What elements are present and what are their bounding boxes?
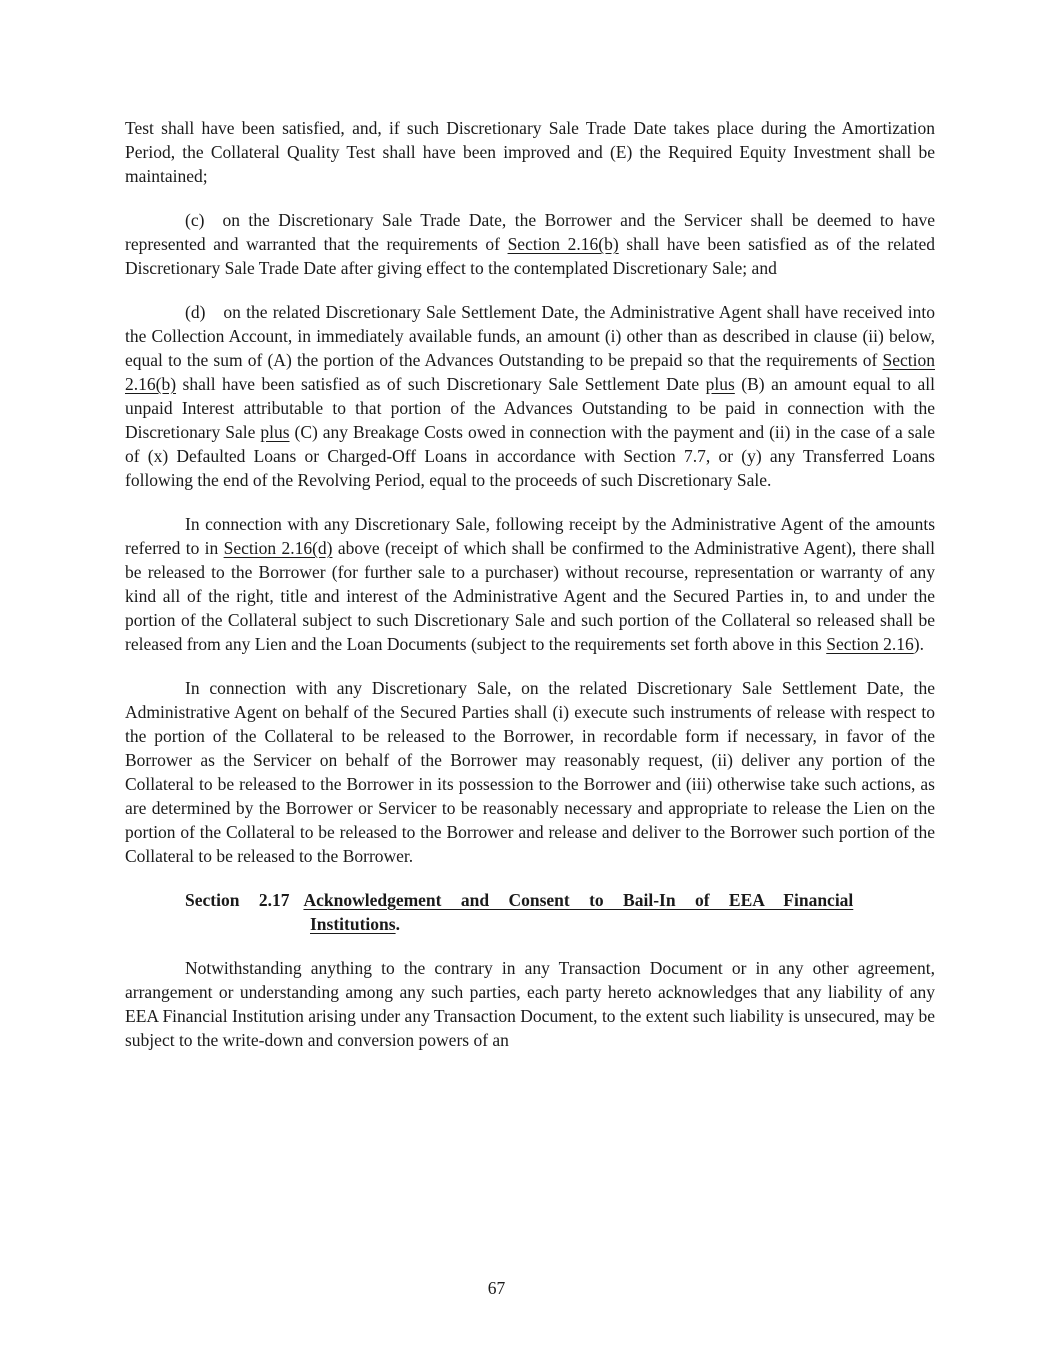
text-run: ). [913,634,924,654]
text-run: . [395,914,400,934]
text-run: on the related Discretionary Sale Settlement Date, the Administrative Agent shall have received into the Collection Account, in immediately available funds, an amount (i) other than as described in clause (ii) below, equal to the sum of (A) the portion of the Advances Outstanding to be prepaid so that the requirements of [125,302,935,370]
clause-d [125,300,935,492]
section-reference: Section 2.16 [826,634,914,654]
defined-term-plus: plus [705,374,735,394]
text-run: In connection with any Discretionary Sale, on the related Discretionary Sale Settlement Date, the Administrative Agent on behalf of the Secured Parties shall (i) execute such instruments of release with respect to the portion of the Collateral to be released to the Borrower, in recordable form if necessary, in favor of the Borrower as the Servicer on behalf of the Borrower may reasonably request, (ii) deliver any portion of the Collateral to be released to the Borrower in its possession to the Borrower and (iii) otherwise take such actions, as are determined by the Borrower or Servicer to be reasonably necessary and appropriate to release the Lien on the portion of the Collateral to be released to the Borrower and release and deliver to the Borrower such portion of the Collateral to be released to the Borrower. [125,678,935,866]
paragraph-instruments-of-release [125,676,935,868]
text-run: In connection with any Discretionary Sale, following receipt by the Administrative Agent of the amounts referred to in [125,514,935,558]
clause-c [125,208,935,280]
clause-label-c: (c) [185,210,205,230]
text-run: above (receipt of which shall be confirmed to the Administrative Agent), there shall be released to the Borrower (for further sale to a purchaser) without recourse, representation or warranty of any kind all of the right, title and interest of the Administrative Agent and the Secured Parties in, to and under the portion of the Collateral subject to such Discretionary Sale and such portion of the Collateral so released shall be released from any Lien and the Loan Documents (subject to the requirements set forth above in this [125,538,935,654]
paragraph-bail-in-acknowledgement [125,956,935,1052]
text-run: on the Discretionary Sale Trade Date, the Borrower and the Servicer shall be deemed to have represented and warranted that the requirements of [125,210,935,254]
text-run: Test shall have been satisfied, and, if such Discretionary Sale Trade Date takes place during the Amortization Period, the Collateral Quality Test shall have been improved and (E) the Required Equity Investment shall be maintained; [125,118,935,186]
document-body [125,116,935,1072]
section-reference: Section 2.16(d) [223,538,333,558]
defined-term-plus: plus [260,422,290,442]
text-run: (C) any Breakage Costs owed in connection with the payment and (ii) in the case of a sale of (x) Defaulted Loans or Charged-Off Loans in accordance with Section 7.7, or (y) any Transferred Loans following the end of the Revolving Period, equal to the proceeds of such Discretionary Sale. [125,422,935,490]
text-run: shall have been satisfied as of such Discretionary Sale Settlement Date [176,374,706,394]
page-number: 67 [487,1278,506,1298]
clause-label-d: (d) [185,302,206,322]
section-heading-title-line1: Acknowledgement and Consent to Bail-In of EEA Financial [303,890,854,910]
paragraph-continuation [125,116,935,188]
text-run: shall have been satisfied as of the related Discretionary Sale Trade Date after giving effect to the contemplated Discretionary Sale; and [125,234,935,278]
text-run: (B) an amount equal to all unpaid Interest attributable to that portion of the Advances Outstanding to be paid in connection with the Discretionary Sale [125,374,935,442]
section-heading-title-line2: Institutions [310,914,396,934]
section-reference: Section 2.16(b) [507,234,619,254]
paragraph-release-of-collateral [125,512,935,656]
section-heading-number: Section 2.17 [185,890,290,910]
heading-section-2-17 [185,888,935,936]
section-reference: Section 2.16(b) [125,350,935,394]
text-run: Notwithstanding anything to the contrary in any Transaction Document or in any other agreement, arrangement or understanding among any such parties, each party hereto acknowledges that any liability of any EEA Financial Institution arising under any Transaction Document, to the extent such liability is unsecured, may be subject to the write-down and conversion powers of an [125,958,935,1050]
